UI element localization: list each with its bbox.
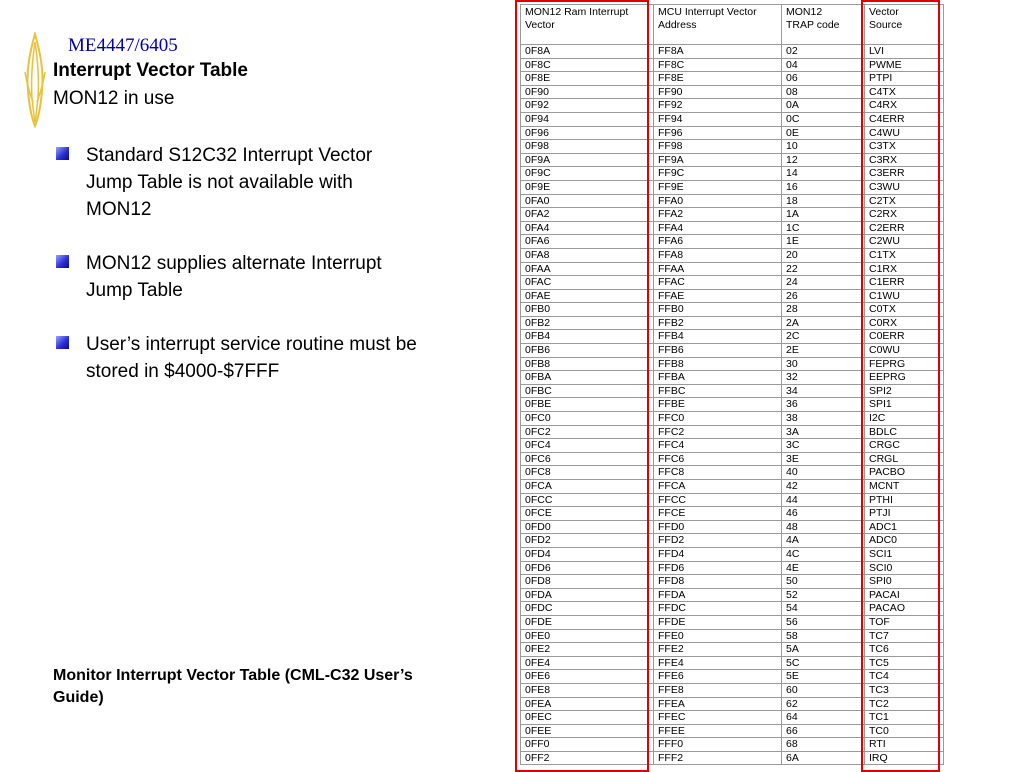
vector-source-cell: PACAO bbox=[865, 602, 944, 616]
mcu-address-cell: FFA4 bbox=[654, 221, 782, 235]
trap-code-cell: 52 bbox=[782, 588, 865, 602]
trap-code-cell: 68 bbox=[782, 738, 865, 752]
figure-caption: Monitor Interrupt Vector Table (CML-C32 User’s Guide) bbox=[53, 667, 413, 706]
vector-source-cell: TC0 bbox=[865, 724, 944, 738]
mcu-address-cell: FFE2 bbox=[654, 643, 782, 657]
vector-source-cell: BDLC bbox=[865, 425, 944, 439]
vector-source-cell: CRGC bbox=[865, 439, 944, 453]
vector-source-cell: TC7 bbox=[865, 629, 944, 643]
vector-source-cell: PTJI bbox=[865, 507, 944, 521]
trap-code-cell: 4E bbox=[782, 561, 865, 575]
column-header-mcu-address: MCU Interrupt Vector Address bbox=[654, 5, 782, 45]
mcu-address-cell: FFC2 bbox=[654, 425, 782, 439]
ram-vector-cell: 0FC2 bbox=[521, 425, 654, 439]
trap-code-cell: 42 bbox=[782, 480, 865, 494]
ram-vector-cell: 0FA0 bbox=[521, 194, 654, 208]
mcu-address-cell: FFB2 bbox=[654, 316, 782, 330]
stylized-flame-logo-icon bbox=[22, 32, 48, 128]
trap-code-cell: 32 bbox=[782, 371, 865, 385]
ram-vector-cell: 0FDA bbox=[521, 588, 654, 602]
ram-vector-cell: 0FAE bbox=[521, 289, 654, 303]
ram-vector-cell: 0FC8 bbox=[521, 466, 654, 480]
trap-code-cell: 36 bbox=[782, 398, 865, 412]
ram-vector-cell: 0FEC bbox=[521, 711, 654, 725]
bullet-item bbox=[53, 331, 423, 385]
vector-source-column-highlight bbox=[861, 0, 940, 772]
mcu-address-cell: FFF0 bbox=[654, 738, 782, 752]
ram-vector-cell: 0FB4 bbox=[521, 330, 654, 344]
ram-vector-cell: 0FCA bbox=[521, 480, 654, 494]
vector-source-cell: ADC1 bbox=[865, 520, 944, 534]
ram-vector-cell: 0FD0 bbox=[521, 520, 654, 534]
mcu-address-cell: FF9A bbox=[654, 153, 782, 167]
mcu-address-cell: FFBC bbox=[654, 384, 782, 398]
vector-source-cell: C0RX bbox=[865, 316, 944, 330]
trap-code-cell: 1E bbox=[782, 235, 865, 249]
vector-source-cell: PTPI bbox=[865, 72, 944, 86]
mcu-address-cell: FFA8 bbox=[654, 248, 782, 262]
vector-source-cell: C3WU bbox=[865, 180, 944, 194]
mcu-address-cell: FFBE bbox=[654, 398, 782, 412]
vector-source-cell: EEPRG bbox=[865, 371, 944, 385]
trap-code-cell: 4A bbox=[782, 534, 865, 548]
ram-vector-cell: 0FB8 bbox=[521, 357, 654, 371]
bullet-text: Standard S12C32 Interrupt Vector Jump Table is not available with MON12 bbox=[86, 145, 373, 220]
vector-source-cell: C1ERR bbox=[865, 276, 944, 290]
trap-code-cell: 18 bbox=[782, 194, 865, 208]
ram-vector-cell: 0FB2 bbox=[521, 316, 654, 330]
trap-code-cell: 3A bbox=[782, 425, 865, 439]
trap-code-cell: 56 bbox=[782, 615, 865, 629]
mcu-address-cell: FFA0 bbox=[654, 194, 782, 208]
trap-code-cell: 5A bbox=[782, 643, 865, 657]
trap-code-cell: 22 bbox=[782, 262, 865, 276]
mcu-address-cell: FFAC bbox=[654, 276, 782, 290]
trap-code-cell: 2E bbox=[782, 344, 865, 358]
mcu-address-cell: FFA6 bbox=[654, 235, 782, 249]
mcu-address-cell: FFCA bbox=[654, 480, 782, 494]
ram-vector-cell: 0F8C bbox=[521, 58, 654, 72]
ram-vector-cell: 0FEE bbox=[521, 724, 654, 738]
ram-vector-cell: 0F9C bbox=[521, 167, 654, 181]
mcu-address-cell: FFC0 bbox=[654, 412, 782, 426]
mcu-address-cell: FFE6 bbox=[654, 670, 782, 684]
trap-code-cell: 46 bbox=[782, 507, 865, 521]
vector-source-cell: RTI bbox=[865, 738, 944, 752]
mcu-address-cell: FF94 bbox=[654, 112, 782, 126]
mcu-address-cell: FFC4 bbox=[654, 439, 782, 453]
mcu-address-cell: FFE8 bbox=[654, 683, 782, 697]
ram-vector-cell: 0FC4 bbox=[521, 439, 654, 453]
vector-source-cell: C0ERR bbox=[865, 330, 944, 344]
ram-vector-cell: 0FBC bbox=[521, 384, 654, 398]
ram-vector-cell: 0FBE bbox=[521, 398, 654, 412]
vector-source-cell: ADC0 bbox=[865, 534, 944, 548]
trap-code-cell: 3C bbox=[782, 439, 865, 453]
mcu-address-cell: FFD2 bbox=[654, 534, 782, 548]
blue-square-bullet-icon bbox=[56, 336, 69, 349]
mcu-address-cell: FFEC bbox=[654, 711, 782, 725]
ram-vector-cell: 0F98 bbox=[521, 140, 654, 154]
ram-vector-cell: 0FE2 bbox=[521, 643, 654, 657]
trap-code-cell: 66 bbox=[782, 724, 865, 738]
ram-vector-column-highlight bbox=[515, 0, 649, 772]
slide-subtitle: MON12 in use bbox=[53, 88, 175, 109]
vector-source-cell: TC4 bbox=[865, 670, 944, 684]
column-header-vector-source: Vector Source bbox=[865, 5, 944, 45]
mcu-address-cell: FFEA bbox=[654, 697, 782, 711]
ram-vector-cell: 0FE4 bbox=[521, 656, 654, 670]
mcu-address-cell: FF90 bbox=[654, 85, 782, 99]
ram-vector-cell: 0FA2 bbox=[521, 208, 654, 222]
mcu-address-cell: FFB0 bbox=[654, 303, 782, 317]
trap-code-cell: 08 bbox=[782, 85, 865, 99]
trap-code-cell: 0C bbox=[782, 112, 865, 126]
mcu-address-cell: FFD8 bbox=[654, 575, 782, 589]
trap-code-cell: 02 bbox=[782, 45, 865, 59]
ram-vector-cell: 0FAA bbox=[521, 262, 654, 276]
vector-source-cell: C2WU bbox=[865, 235, 944, 249]
bullet-item bbox=[53, 250, 423, 304]
trap-code-cell: 40 bbox=[782, 466, 865, 480]
mcu-address-cell: FFB6 bbox=[654, 344, 782, 358]
vector-source-cell: C4WU bbox=[865, 126, 944, 140]
vector-source-cell: FEPRG bbox=[865, 357, 944, 371]
mcu-address-cell: FFB4 bbox=[654, 330, 782, 344]
vector-source-cell: C1TX bbox=[865, 248, 944, 262]
ram-vector-cell: 0FC6 bbox=[521, 452, 654, 466]
mcu-address-cell: FFDC bbox=[654, 602, 782, 616]
mcu-address-cell: FF9C bbox=[654, 167, 782, 181]
slide-title: Interrupt Vector Table bbox=[53, 60, 248, 81]
trap-code-cell: 14 bbox=[782, 167, 865, 181]
trap-code-cell: 38 bbox=[782, 412, 865, 426]
vector-source-cell: TOF bbox=[865, 615, 944, 629]
blue-square-bullet-icon bbox=[56, 147, 69, 160]
ram-vector-cell: 0FD8 bbox=[521, 575, 654, 589]
vector-source-cell: PWME bbox=[865, 58, 944, 72]
trap-code-cell: 5C bbox=[782, 656, 865, 670]
mcu-address-cell: FF9E bbox=[654, 180, 782, 194]
ram-vector-cell: 0FD2 bbox=[521, 534, 654, 548]
vector-source-cell: CRGL bbox=[865, 452, 944, 466]
ram-vector-cell: 0FEA bbox=[521, 697, 654, 711]
ram-vector-cell: 0FA8 bbox=[521, 248, 654, 262]
trap-code-cell: 64 bbox=[782, 711, 865, 725]
ram-vector-cell: 0F92 bbox=[521, 99, 654, 113]
vector-source-cell: C3ERR bbox=[865, 167, 944, 181]
mcu-address-cell: FFBA bbox=[654, 371, 782, 385]
trap-code-cell: 3E bbox=[782, 452, 865, 466]
bullet-list bbox=[53, 142, 423, 412]
trap-code-cell: 4C bbox=[782, 547, 865, 561]
mcu-address-cell: FFC6 bbox=[654, 452, 782, 466]
vector-source-cell: SCI1 bbox=[865, 547, 944, 561]
trap-code-cell: 24 bbox=[782, 276, 865, 290]
vector-source-cell: SPI0 bbox=[865, 575, 944, 589]
trap-code-cell: 28 bbox=[782, 303, 865, 317]
trap-code-cell: 10 bbox=[782, 140, 865, 154]
vector-table-container bbox=[520, 4, 944, 765]
vector-source-cell: C0TX bbox=[865, 303, 944, 317]
ram-vector-cell: 0FE6 bbox=[521, 670, 654, 684]
vector-source-cell: SCI0 bbox=[865, 561, 944, 575]
ram-vector-cell: 0FA6 bbox=[521, 235, 654, 249]
mcu-address-cell: FFDA bbox=[654, 588, 782, 602]
vector-source-cell: C1RX bbox=[865, 262, 944, 276]
trap-code-cell: 62 bbox=[782, 697, 865, 711]
trap-code-cell: 0E bbox=[782, 126, 865, 140]
mcu-address-cell: FFCE bbox=[654, 507, 782, 521]
mcu-address-cell: FFE4 bbox=[654, 656, 782, 670]
mcu-address-cell: FF8E bbox=[654, 72, 782, 86]
vector-source-cell: I2C bbox=[865, 412, 944, 426]
trap-code-cell: 50 bbox=[782, 575, 865, 589]
ram-vector-cell: 0FBA bbox=[521, 371, 654, 385]
vector-source-cell: MCNT bbox=[865, 480, 944, 494]
vector-source-cell: SPI2 bbox=[865, 384, 944, 398]
trap-code-cell: 54 bbox=[782, 602, 865, 616]
bullet-text: User’s interrupt service routine must be stored in $4000-$7FFF bbox=[86, 334, 417, 382]
ram-vector-cell: 0FF0 bbox=[521, 738, 654, 752]
trap-code-cell: 1A bbox=[782, 208, 865, 222]
mcu-address-cell: FF98 bbox=[654, 140, 782, 154]
column-header-trap-code: MON12 TRAP code bbox=[782, 5, 865, 45]
trap-code-cell: 58 bbox=[782, 629, 865, 643]
vector-source-cell: C3RX bbox=[865, 153, 944, 167]
ram-vector-cell: 0FD4 bbox=[521, 547, 654, 561]
ram-vector-cell: 0F8A bbox=[521, 45, 654, 59]
ram-vector-cell: 0F8E bbox=[521, 72, 654, 86]
ram-vector-cell: 0FF2 bbox=[521, 751, 654, 765]
ram-vector-cell: 0F90 bbox=[521, 85, 654, 99]
trap-code-cell: 30 bbox=[782, 357, 865, 371]
vector-source-cell: TC1 bbox=[865, 711, 944, 725]
mcu-address-cell: FFE0 bbox=[654, 629, 782, 643]
vector-source-cell: TC3 bbox=[865, 683, 944, 697]
vector-source-cell: C3TX bbox=[865, 140, 944, 154]
ram-vector-cell: 0FDE bbox=[521, 615, 654, 629]
vector-source-cell: IRQ bbox=[865, 751, 944, 765]
ram-vector-cell: 0FB6 bbox=[521, 344, 654, 358]
ram-vector-cell: 0FAC bbox=[521, 276, 654, 290]
ram-vector-cell: 0F96 bbox=[521, 126, 654, 140]
trap-code-cell: 2A bbox=[782, 316, 865, 330]
mcu-address-cell: FFD4 bbox=[654, 547, 782, 561]
trap-code-cell: 0A bbox=[782, 99, 865, 113]
ram-vector-cell: 0FB0 bbox=[521, 303, 654, 317]
vector-source-cell: PACAI bbox=[865, 588, 944, 602]
course-code: ME4447/6405 bbox=[68, 35, 178, 56]
mcu-address-cell: FFAA bbox=[654, 262, 782, 276]
mcu-address-cell: FFD0 bbox=[654, 520, 782, 534]
vector-source-cell: C0WU bbox=[865, 344, 944, 358]
ram-vector-cell: 0FCE bbox=[521, 507, 654, 521]
vector-source-cell: TC2 bbox=[865, 697, 944, 711]
bullet-item bbox=[53, 142, 423, 223]
mcu-address-cell: FFF2 bbox=[654, 751, 782, 765]
vector-source-cell: TC5 bbox=[865, 656, 944, 670]
mcu-address-cell: FFC8 bbox=[654, 466, 782, 480]
trap-code-cell: 16 bbox=[782, 180, 865, 194]
vector-source-cell: C2RX bbox=[865, 208, 944, 222]
mcu-address-cell: FFCC bbox=[654, 493, 782, 507]
vector-source-cell: C2ERR bbox=[865, 221, 944, 235]
ram-vector-cell: 0FCC bbox=[521, 493, 654, 507]
vector-source-cell: C1WU bbox=[865, 289, 944, 303]
vector-source-cell: SPI1 bbox=[865, 398, 944, 412]
ram-vector-cell: 0F94 bbox=[521, 112, 654, 126]
ram-vector-cell: 0FE0 bbox=[521, 629, 654, 643]
trap-code-cell: 44 bbox=[782, 493, 865, 507]
mcu-address-cell: FFAE bbox=[654, 289, 782, 303]
ram-vector-cell: 0FDC bbox=[521, 602, 654, 616]
mcu-address-cell: FFA2 bbox=[654, 208, 782, 222]
trap-code-cell: 48 bbox=[782, 520, 865, 534]
bullet-text: MON12 supplies alternate Interrupt Jump Table bbox=[86, 253, 382, 301]
trap-code-cell: 12 bbox=[782, 153, 865, 167]
ram-vector-cell: 0F9A bbox=[521, 153, 654, 167]
trap-code-cell: 2C bbox=[782, 330, 865, 344]
ram-vector-cell: 0F9E bbox=[521, 180, 654, 194]
trap-code-cell: 06 bbox=[782, 72, 865, 86]
trap-code-cell: 04 bbox=[782, 58, 865, 72]
vector-source-cell: C4TX bbox=[865, 85, 944, 99]
mcu-address-cell: FFEE bbox=[654, 724, 782, 738]
mcu-address-cell: FF8C bbox=[654, 58, 782, 72]
mcu-address-cell: FF92 bbox=[654, 99, 782, 113]
column-header-ram-vector: MON12 Ram Interrupt Vector bbox=[521, 5, 654, 45]
ram-vector-cell: 0FC0 bbox=[521, 412, 654, 426]
vector-source-cell: TC6 bbox=[865, 643, 944, 657]
vector-source-cell: LVI bbox=[865, 45, 944, 59]
mcu-address-cell: FF8A bbox=[654, 45, 782, 59]
mcu-address-cell: FFD6 bbox=[654, 561, 782, 575]
trap-code-cell: 1C bbox=[782, 221, 865, 235]
mcu-address-cell: FFDE bbox=[654, 615, 782, 629]
blue-square-bullet-icon bbox=[56, 255, 69, 268]
vector-source-cell: C4ERR bbox=[865, 112, 944, 126]
mcu-address-cell: FF96 bbox=[654, 126, 782, 140]
mcu-address-cell: FFB8 bbox=[654, 357, 782, 371]
ram-vector-cell: 0FD6 bbox=[521, 561, 654, 575]
ram-vector-cell: 0FA4 bbox=[521, 221, 654, 235]
trap-code-cell: 60 bbox=[782, 683, 865, 697]
trap-code-cell: 6A bbox=[782, 751, 865, 765]
vector-source-cell: PACBO bbox=[865, 466, 944, 480]
trap-code-cell: 20 bbox=[782, 248, 865, 262]
ram-vector-cell: 0FE8 bbox=[521, 683, 654, 697]
vector-source-cell: C2TX bbox=[865, 194, 944, 208]
trap-code-cell: 5E bbox=[782, 670, 865, 684]
vector-source-cell: C4RX bbox=[865, 99, 944, 113]
vector-source-cell: PTHI bbox=[865, 493, 944, 507]
trap-code-cell: 26 bbox=[782, 289, 865, 303]
trap-code-cell: 34 bbox=[782, 384, 865, 398]
